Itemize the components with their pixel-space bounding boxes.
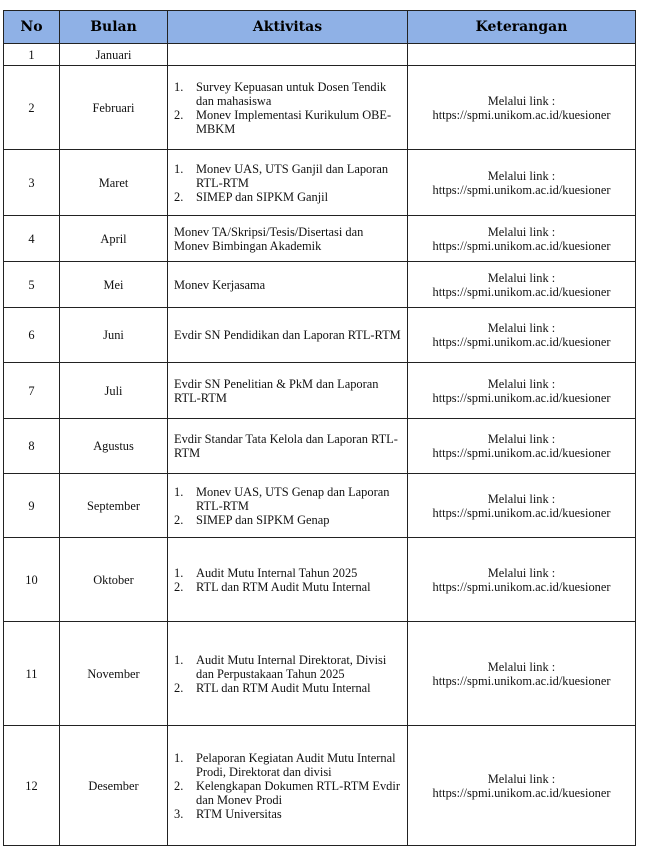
list-item — [174, 566, 401, 580]
aktivitas-text: Monev Kerjasama — [174, 277, 266, 292]
cell-no: 11 — [4, 622, 60, 726]
aktivitas-list — [174, 566, 401, 594]
table-row — [4, 216, 636, 262]
list-item — [174, 681, 401, 695]
cell-aktivitas — [168, 262, 408, 308]
list-item-text: Audit Mutu Internal Direktorat, Divisi dan Perpustakaan Tahun 2025 — [196, 652, 387, 681]
keterangan-label: Melalui link : — [487, 771, 556, 786]
table-row — [4, 726, 636, 846]
list-item-text: SIMEP dan SIPKM Ganjil — [196, 189, 329, 204]
cell-no: 9 — [4, 474, 60, 538]
aktivitas-list — [174, 653, 401, 695]
list-item-number: 1. — [174, 750, 184, 765]
cell-bulan: Oktober — [60, 538, 168, 622]
cell-aktivitas — [168, 308, 408, 363]
cell-aktivitas — [168, 538, 408, 622]
keterangan-link[interactable]: https://spmi.unikom.ac.id/kuesioner — [432, 446, 611, 460]
cell-aktivitas — [168, 622, 408, 726]
keterangan-link[interactable]: https://spmi.unikom.ac.id/kuesioner — [432, 673, 611, 688]
cell-bulan: April — [60, 216, 168, 262]
keterangan-label: Melalui link : — [487, 168, 556, 183]
keterangan-label: Melalui link : — [487, 93, 556, 108]
list-item-text: Audit Mutu Internal Tahun 2025 — [196, 565, 358, 580]
header-bulan: Bulan — [60, 11, 168, 44]
keterangan-link[interactable]: https://spmi.unikom.ac.id/kuesioner — [432, 579, 611, 594]
list-item — [174, 807, 401, 821]
list-item-text: Monev UAS, UTS Ganjil dan Laporan RTL-RTM — [196, 161, 389, 190]
list-item-text: Survey Kepuasan untuk Dosen Tendik dan mahasiswa — [196, 79, 387, 108]
cell-aktivitas — [168, 216, 408, 262]
cell-no: 8 — [4, 419, 60, 474]
table-row — [4, 308, 636, 363]
cell-aktivitas — [168, 44, 408, 66]
table-row — [4, 538, 636, 622]
aktivitas-text: Monev TA/Skripsi/Tesis/Disertasi dan Monev Bimbingan Akademik — [174, 224, 364, 253]
list-item — [174, 108, 401, 136]
cell-aktivitas — [168, 66, 408, 150]
cell-keterangan — [408, 726, 636, 846]
keterangan-label: Melalui link : — [487, 432, 556, 446]
list-item-number: 2. — [174, 778, 184, 793]
table-row — [4, 474, 636, 538]
aktivitas-text: Evdir SN Pendidikan dan Laporan RTL-RTM — [174, 328, 401, 342]
cell-keterangan — [408, 262, 636, 308]
document-page — [3, 10, 636, 846]
list-item-text: RTL dan RTM Audit Mutu Internal — [196, 680, 371, 695]
cell-bulan: Januari — [60, 44, 168, 66]
list-item — [174, 653, 401, 681]
list-item-number: 1. — [174, 484, 184, 499]
cell-keterangan — [408, 419, 636, 474]
schedule-table — [3, 10, 636, 846]
aktivitas-list — [174, 80, 401, 136]
list-item-text: RTM Universitas — [196, 806, 282, 821]
list-item — [174, 779, 401, 807]
table-row — [4, 419, 636, 474]
cell-keterangan — [408, 538, 636, 622]
cell-keterangan — [408, 44, 636, 66]
cell-no: 12 — [4, 726, 60, 846]
list-item — [174, 513, 401, 527]
list-item — [174, 80, 401, 108]
keterangan-link[interactable]: https://spmi.unikom.ac.id/kuesioner — [432, 335, 611, 349]
cell-keterangan — [408, 216, 636, 262]
cell-keterangan — [408, 363, 636, 419]
cell-aktivitas — [168, 726, 408, 846]
cell-bulan: Agustus — [60, 419, 168, 474]
cell-aktivitas — [168, 150, 408, 216]
aktivitas-list — [174, 162, 401, 204]
keterangan-label: Melalui link : — [487, 659, 556, 674]
cell-keterangan — [408, 66, 636, 150]
list-item-number: 1. — [174, 161, 184, 176]
list-item-text: Monev Implementasi Kurikulum OBE-MBKM — [196, 107, 392, 136]
keterangan-label: Melalui link : — [487, 224, 556, 239]
cell-bulan: November — [60, 622, 168, 726]
list-item-number: 1. — [174, 652, 184, 667]
header-aktivitas: Aktivitas — [168, 11, 408, 44]
keterangan-label: Melalui link : — [487, 376, 556, 391]
cell-aktivitas — [168, 363, 408, 419]
list-item-number: 2. — [174, 579, 184, 594]
cell-aktivitas — [168, 419, 408, 474]
cell-keterangan — [408, 150, 636, 216]
cell-keterangan — [408, 308, 636, 363]
list-item-number: 2. — [174, 680, 184, 695]
header-keterangan: Keterangan — [408, 11, 636, 44]
cell-no: 4 — [4, 216, 60, 262]
list-item-number: 1. — [174, 79, 184, 94]
cell-bulan: September — [60, 474, 168, 538]
list-item-number: 3. — [174, 806, 184, 821]
keterangan-link[interactable]: https://spmi.unikom.ac.id/kuesioner — [432, 107, 611, 122]
keterangan-link[interactable]: https://spmi.unikom.ac.id/kuesioner — [432, 182, 611, 197]
list-item — [174, 190, 401, 204]
table-row — [4, 66, 636, 150]
cell-bulan: Desember — [60, 726, 168, 846]
list-item-text: Monev UAS, UTS Genap dan Laporan RTL-RTM — [196, 484, 390, 513]
header-no: No — [4, 11, 60, 44]
keterangan-label: Melalui link : — [487, 491, 556, 506]
list-item — [174, 751, 401, 779]
table-row — [4, 622, 636, 726]
cell-bulan: Juli — [60, 363, 168, 419]
cell-keterangan — [408, 474, 636, 538]
cell-bulan: Juni — [60, 308, 168, 363]
keterangan-label: Melalui link : — [487, 321, 556, 335]
aktivitas-text: Evdir Standar Tata Kelola dan Laporan RTL-RTM — [174, 432, 398, 460]
list-item-number: 2. — [174, 189, 184, 204]
keterangan-link[interactable]: https://spmi.unikom.ac.id/kuesioner — [432, 785, 611, 800]
cell-no: 1 — [4, 44, 60, 66]
keterangan-link[interactable]: https://spmi.unikom.ac.id/kuesioner — [432, 284, 611, 299]
table-body — [4, 44, 636, 846]
table-row — [4, 262, 636, 308]
cell-no: 3 — [4, 150, 60, 216]
keterangan-link[interactable]: https://spmi.unikom.ac.id/kuesioner — [432, 505, 611, 520]
list-item-text: Pelaporan Kegiatan Audit Mutu Internal Prodi, Direktorat dan divisi — [196, 750, 396, 779]
cell-bulan: Maret — [60, 150, 168, 216]
cell-keterangan — [408, 622, 636, 726]
aktivitas-list — [174, 751, 401, 821]
table-row — [4, 150, 636, 216]
aktivitas-text: Evdir SN Penelitian & PkM dan Laporan RTL-RTM — [174, 376, 379, 405]
list-item-text: SIMEP dan SIPKM Genap — [196, 512, 330, 527]
keterangan-label: Melalui link : — [487, 565, 556, 580]
list-item — [174, 162, 401, 190]
list-item-number: 2. — [174, 512, 184, 527]
list-item-number: 1. — [174, 565, 184, 580]
table-row — [4, 363, 636, 419]
cell-bulan: Mei — [60, 262, 168, 308]
list-item-text: Kelengkapan Dokumen RTL-RTM Evdir dan Monev Prodi — [196, 778, 400, 807]
cell-aktivitas — [168, 474, 408, 538]
cell-no: 6 — [4, 308, 60, 363]
cell-no: 10 — [4, 538, 60, 622]
list-item — [174, 485, 401, 513]
cell-no: 2 — [4, 66, 60, 150]
list-item — [174, 580, 401, 594]
list-item-number: 2. — [174, 107, 184, 122]
cell-bulan: Februari — [60, 66, 168, 150]
keterangan-label: Melalui link : — [487, 270, 556, 285]
keterangan-link[interactable]: https://spmi.unikom.ac.id/kuesioner — [432, 238, 611, 253]
aktivitas-list — [174, 485, 401, 527]
table-header-row — [4, 11, 636, 44]
cell-no: 7 — [4, 363, 60, 419]
table-row — [4, 44, 636, 66]
list-item-text: RTL dan RTM Audit Mutu Internal — [196, 579, 371, 594]
cell-no: 5 — [4, 262, 60, 308]
keterangan-link[interactable]: https://spmi.unikom.ac.id/kuesioner — [432, 390, 611, 405]
